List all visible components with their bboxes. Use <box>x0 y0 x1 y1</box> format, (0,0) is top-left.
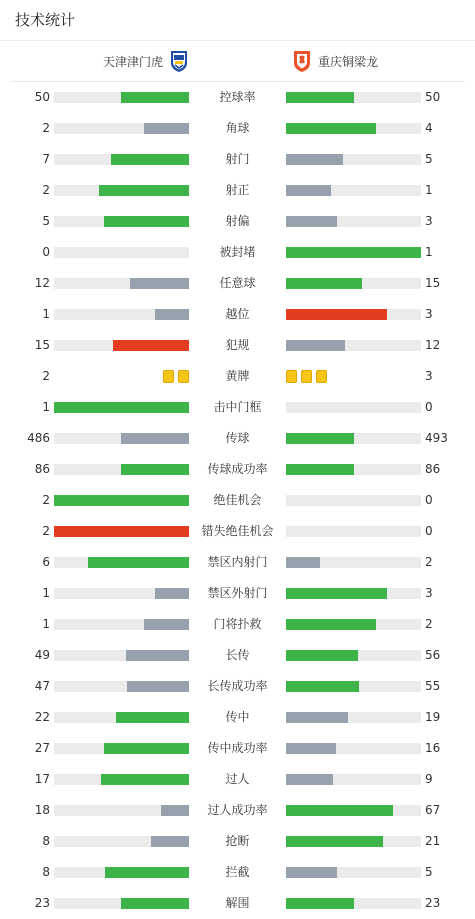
home-bar-fill <box>151 836 189 847</box>
home-bar-fill <box>54 526 189 537</box>
stat-row <box>0 330 475 361</box>
stat-label: 传中成功率 <box>207 741 268 755</box>
home-bar-fill <box>155 588 189 599</box>
home-bar-fill <box>127 681 189 692</box>
away-bar-track <box>286 402 421 413</box>
away-bar-track <box>286 836 421 847</box>
home-value: 50 <box>34 90 50 104</box>
stat-row <box>0 485 475 516</box>
home-bar-track <box>54 495 189 506</box>
yellow-card-icon <box>301 370 312 383</box>
away-bar-track <box>286 681 421 692</box>
home-bar-fill <box>113 340 189 351</box>
home-value: 5 <box>42 214 50 228</box>
away-bar-track <box>286 557 421 568</box>
away-value: 86 <box>425 462 441 476</box>
home-value: 0 <box>42 245 50 259</box>
away-bar-fill <box>286 247 421 258</box>
away-yellow-cards <box>286 370 327 383</box>
away-bar-fill <box>286 185 331 196</box>
home-yellow-cards <box>163 370 189 383</box>
home-bar-fill <box>121 464 189 475</box>
home-bar-track <box>54 619 189 630</box>
home-bar-fill <box>104 743 189 754</box>
away-value: 1 <box>425 183 433 197</box>
stat-row <box>0 702 475 733</box>
home-bar-fill <box>54 402 189 413</box>
home-value: 2 <box>42 183 50 197</box>
home-value: 1 <box>42 307 50 321</box>
home-bar-track <box>54 402 189 413</box>
away-bar-track <box>286 805 421 816</box>
home-bar-track <box>54 185 189 196</box>
home-bar-track <box>54 557 189 568</box>
away-bar-fill <box>286 836 383 847</box>
home-value: 12 <box>34 276 50 290</box>
home-bar-fill <box>130 278 189 289</box>
away-team[interactable] <box>292 41 378 81</box>
home-bar-track <box>54 154 189 165</box>
away-value: 5 <box>425 152 433 166</box>
home-bar-fill <box>144 619 189 630</box>
away-bar-fill <box>286 867 337 878</box>
stat-row <box>0 454 475 485</box>
away-bar-track <box>286 898 421 909</box>
home-bar-fill <box>104 216 189 227</box>
home-value: 1 <box>42 586 50 600</box>
away-bar-fill <box>286 433 354 444</box>
home-bar-track <box>54 278 189 289</box>
away-bar-track <box>286 216 421 227</box>
stat-label: 越位 <box>225 307 250 321</box>
away-bar-track <box>286 123 421 134</box>
away-value: 0 <box>425 493 433 507</box>
stat-row <box>0 113 475 144</box>
home-value: 27 <box>34 741 50 755</box>
stat-row <box>0 764 475 795</box>
home-value: 15 <box>34 338 50 352</box>
stat-label: 角球 <box>225 121 250 135</box>
home-value: 8 <box>42 865 50 879</box>
away-bar-track <box>286 495 421 506</box>
away-bar-fill <box>286 557 320 568</box>
away-value: 2 <box>425 555 433 569</box>
away-bar-track <box>286 526 421 537</box>
stat-row <box>0 888 475 919</box>
away-bar-fill <box>286 743 336 754</box>
home-team-name: 天津津门虎 <box>102 54 163 69</box>
stat-row <box>0 671 475 702</box>
home-bar-track <box>54 712 189 723</box>
home-bar-track <box>54 526 189 537</box>
stat-label: 射正 <box>225 183 250 197</box>
stat-row <box>0 640 475 671</box>
home-bar-track <box>54 774 189 785</box>
away-bar-track <box>286 464 421 475</box>
stat-label: 长传成功率 <box>207 679 268 693</box>
stat-label: 绝佳机会 <box>213 493 262 507</box>
home-bar-track <box>54 464 189 475</box>
home-bar-track <box>54 743 189 754</box>
home-bar-fill <box>121 92 189 103</box>
stat-row <box>0 733 475 764</box>
away-bar-track <box>286 619 421 630</box>
away-bar-track <box>286 247 421 258</box>
stat-row <box>0 144 475 175</box>
away-bar-track <box>286 185 421 196</box>
home-bar-track <box>54 340 189 351</box>
away-bar-fill <box>286 92 354 103</box>
away-value: 23 <box>425 896 441 910</box>
away-bar-track <box>286 774 421 785</box>
away-value: 50 <box>425 90 441 104</box>
away-value: 67 <box>425 803 441 817</box>
away-value: 3 <box>425 307 433 321</box>
away-value: 3 <box>425 369 433 383</box>
home-bar-track <box>54 588 189 599</box>
away-value: 3 <box>425 586 433 600</box>
away-bar-fill <box>286 774 333 785</box>
away-value: 56 <box>425 648 441 662</box>
away-value: 3 <box>425 214 433 228</box>
away-value: 19 <box>425 710 441 724</box>
home-value: 2 <box>42 524 50 538</box>
home-bar-fill <box>116 712 189 723</box>
home-value: 22 <box>34 710 50 724</box>
away-bar-fill <box>286 898 354 909</box>
home-bar-track <box>54 681 189 692</box>
away-bar-track <box>286 867 421 878</box>
away-bar-track <box>286 433 421 444</box>
stat-row <box>0 516 475 547</box>
home-value: 17 <box>34 772 50 786</box>
away-bar-fill <box>286 278 362 289</box>
away-bar-fill <box>286 340 345 351</box>
away-bar-fill <box>286 309 387 320</box>
teams-header <box>10 41 465 82</box>
away-bar-fill <box>286 712 348 723</box>
stat-label: 传球成功率 <box>207 462 268 476</box>
stat-label: 禁区外射门 <box>207 586 268 600</box>
home-value: 6 <box>42 555 50 569</box>
stat-label: 被封堵 <box>219 245 256 259</box>
stat-row <box>0 795 475 826</box>
away-value: 15 <box>425 276 441 290</box>
tianjin-tiger-crest-icon <box>169 49 189 73</box>
yellow-card-icon <box>316 370 327 383</box>
away-bar-track <box>286 743 421 754</box>
stat-row <box>0 175 475 206</box>
stat-label: 传球 <box>225 431 250 445</box>
home-bar-fill <box>144 123 189 134</box>
home-bar-fill <box>126 650 189 661</box>
home-value: 47 <box>34 679 50 693</box>
stat-row <box>0 609 475 640</box>
home-value: 1 <box>42 400 50 414</box>
away-value: 21 <box>425 834 441 848</box>
away-bar-track <box>286 712 421 723</box>
home-bar-fill <box>121 898 189 909</box>
away-bar-fill <box>286 154 343 165</box>
away-bar-fill <box>286 681 359 692</box>
away-bar-fill <box>286 619 376 630</box>
home-value: 486 <box>27 431 50 445</box>
home-bar-track <box>54 309 189 320</box>
page-title: 技术统计 <box>0 0 475 41</box>
home-bar-track <box>54 433 189 444</box>
stats-list <box>0 82 475 919</box>
stat-row <box>0 268 475 299</box>
home-bar-fill <box>105 867 189 878</box>
yellow-card-icon <box>163 370 174 383</box>
stat-label: 任意球 <box>219 276 256 290</box>
stat-row <box>0 857 475 888</box>
away-value: 2 <box>425 617 433 631</box>
home-bar-fill <box>155 309 189 320</box>
home-value: 1 <box>42 617 50 631</box>
away-value: 5 <box>425 865 433 879</box>
away-bar-fill <box>286 123 376 134</box>
stat-row <box>0 392 475 423</box>
home-team[interactable] <box>103 41 189 81</box>
away-bar-track <box>286 309 421 320</box>
stat-label: 射门 <box>225 152 250 166</box>
home-value: 23 <box>34 896 50 910</box>
stat-row <box>0 237 475 268</box>
home-value: 18 <box>34 803 50 817</box>
away-value: 0 <box>425 524 433 538</box>
away-bar-fill <box>286 588 387 599</box>
away-value: 0 <box>425 400 433 414</box>
home-bar-track <box>54 867 189 878</box>
stat-label: 过人成功率 <box>207 803 268 817</box>
away-bar-track <box>286 92 421 103</box>
stat-label: 传中 <box>225 710 250 724</box>
away-value: 4 <box>425 121 433 135</box>
away-bar-track <box>286 650 421 661</box>
home-value: 2 <box>42 121 50 135</box>
home-bar-fill <box>111 154 189 165</box>
away-bar-fill <box>286 464 354 475</box>
home-bar-fill <box>54 495 189 506</box>
away-bar-fill <box>286 650 358 661</box>
away-bar-track <box>286 154 421 165</box>
yellow-card-icon <box>178 370 189 383</box>
home-value: 7 <box>42 152 50 166</box>
stat-label: 控球率 <box>219 90 256 104</box>
home-bar-fill <box>161 805 189 816</box>
away-bar-fill <box>286 216 337 227</box>
stat-label: 门将扑救 <box>213 617 262 631</box>
stat-row <box>0 423 475 454</box>
home-bar-track <box>54 836 189 847</box>
stat-row <box>0 206 475 237</box>
stat-label: 禁区内射门 <box>207 555 268 569</box>
away-value: 16 <box>425 741 441 755</box>
stat-label: 长传 <box>225 648 250 662</box>
stat-row <box>0 299 475 330</box>
home-bar-track <box>54 247 189 258</box>
stat-label: 拦截 <box>225 865 250 879</box>
stat-row <box>0 82 475 113</box>
home-value: 8 <box>42 834 50 848</box>
away-value: 55 <box>425 679 441 693</box>
away-value: 1 <box>425 245 433 259</box>
home-bar-fill <box>99 185 189 196</box>
home-bar-track <box>54 123 189 134</box>
home-value: 86 <box>34 462 50 476</box>
away-bar-track <box>286 588 421 599</box>
home-bar-track <box>54 650 189 661</box>
away-value: 493 <box>425 431 448 445</box>
stat-label: 错失绝佳机会 <box>201 524 274 538</box>
stat-row <box>0 361 475 392</box>
away-bar-fill <box>286 805 393 816</box>
away-bar-track <box>286 340 421 351</box>
home-value: 49 <box>34 648 50 662</box>
stat-label: 射偏 <box>225 214 250 228</box>
chongqing-dragon-crest-icon <box>292 49 312 73</box>
home-bar-fill <box>101 774 189 785</box>
home-value: 2 <box>42 493 50 507</box>
home-bar-fill <box>88 557 189 568</box>
stat-row <box>0 578 475 609</box>
stat-label: 过人 <box>225 772 250 786</box>
stat-label: 解围 <box>225 896 250 910</box>
away-team-name: 重庆铜梁龙 <box>318 54 379 69</box>
home-bar-track <box>54 898 189 909</box>
stat-label: 击中门框 <box>213 400 262 414</box>
stat-row <box>0 547 475 578</box>
yellow-card-icon <box>286 370 297 383</box>
home-bar-fill <box>121 433 189 444</box>
away-value: 9 <box>425 772 433 786</box>
stat-row <box>0 826 475 857</box>
home-bar-track <box>54 92 189 103</box>
away-value: 12 <box>425 338 441 352</box>
away-bar-track <box>286 278 421 289</box>
home-value: 2 <box>42 369 50 383</box>
home-bar-track <box>54 805 189 816</box>
home-bar-track <box>54 216 189 227</box>
stat-label: 抢断 <box>225 834 250 848</box>
stat-label: 黄牌 <box>225 369 250 383</box>
stat-label: 犯规 <box>225 338 250 352</box>
